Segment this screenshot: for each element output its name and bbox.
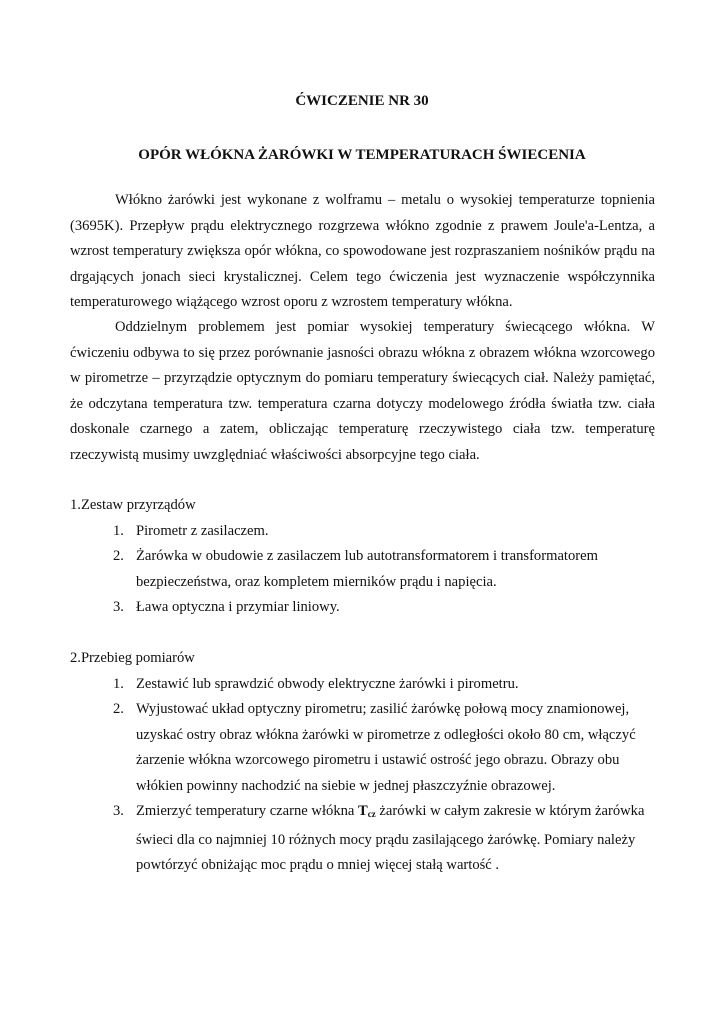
list-item-text: Wyjustować układ optyczny pirometru; zasilić żarówkę połową mocy znamionowej, uzyskać ostry obraz włókna żarówki w pirometrze z odległości około 80 cm, włączyć żarzenie włókna wzorcowego pirometru i ustawić ostrość jego obrazu. Obrazy obu włókien powinny nachodzić na siebie w jednej płaszczyźnie obrazowej.	[136, 701, 636, 794]
list-item-text: Żarówka w obudowie z zasilaczem lub autotransformatorem i transformatorem bezpieczeństwa, oraz kompletem mierników prądu i napięcia.	[136, 548, 598, 590]
list-item	[70, 697, 655, 799]
list-item-text: Ława optyczna i przymiar liniowy.	[136, 599, 340, 615]
section-equipment	[70, 493, 655, 621]
list-item-number: 3.	[113, 599, 124, 615]
list-item-number: 1.	[113, 675, 124, 692]
procedure-list	[70, 672, 655, 879]
list-item	[70, 672, 655, 698]
list-item-number: 1.	[113, 522, 124, 539]
list-item-number: 2.	[113, 701, 124, 717]
list-item-number: 3.	[113, 803, 124, 819]
list-item-text: Pirometr z zasilaczem.	[136, 522, 269, 539]
list-item-text: Zestawić lub sprawdzić obwody elektryczne żarówki i pirometru.	[136, 675, 519, 692]
section-heading-equipment: 1.Zestaw przyrządów	[70, 497, 196, 513]
temperature-symbol-subscript: cz	[367, 809, 376, 819]
intro-paragraph-1: Włókno żarówki jest wykonane z wolframu – metalu o wysokiej temperaturze topnienia (3695K). Przepływ prądu elektrycznego rozgrzewa włókno zgodnie z prawem Joule'a-Lentza, a wzrost temperatury zwiększa opór włókna, co spowodowane jest rozpraszaniem nośników prądu na drgających jonach sieci krystalicznej. Celem tego ćwiczenia jest wyznaczenie współczynnika temperaturowego wiążącego wzrost oporu z wzrostem temperatury włókna.	[70, 192, 655, 310]
section-procedure	[70, 646, 655, 879]
list-item-text-after: żarówki w całym zakresie w którym żarówka świeci dla co najmniej 10 różnych mocy prądu zasilającego żarówkę. Pomiary należy powtórzyć obniżając moc prądu o mniej więcej stałą wartość .	[136, 803, 645, 873]
page-subtitle: OPÓR WŁÓKNA ŻARÓWKI W TEMPERATURACH ŚWIECENIA	[138, 147, 586, 163]
page-title: ĆWICZENIE NR 30	[295, 93, 429, 109]
intro-paragraph-2: Oddzielnym problemem jest pomiar wysokiej temperatury świecącego włókna. W ćwiczeniu odbywa to się przez porównanie jasności obrazu włókna z obrazem włókna wzorcowego w pirometrze – przyrządzie optycznym do pomiaru temperatury świecących ciał. Należy pamiętać, że odczytana temperatura tzw. temperatura czarna dotyczy modelowego źródła światła tzw. ciała doskonale czarnego a zatem, obliczając temperaturę rzeczywistego ciała tzw. temperaturę rzeczywistą musimy uwzględniać właściwości absorpcyjne tego ciała.	[70, 319, 655, 463]
list-item-text-before: Zmierzyć temperatury czarne włókna	[136, 803, 359, 819]
list-item	[70, 595, 655, 621]
list-item	[70, 544, 655, 595]
equipment-list	[70, 519, 655, 621]
section-heading-procedure: 2.Przebieg pomiarów	[70, 650, 195, 666]
list-item	[70, 799, 655, 879]
list-item	[70, 519, 655, 545]
temperature-symbol: T	[358, 803, 368, 819]
list-item-number: 2.	[113, 548, 124, 564]
